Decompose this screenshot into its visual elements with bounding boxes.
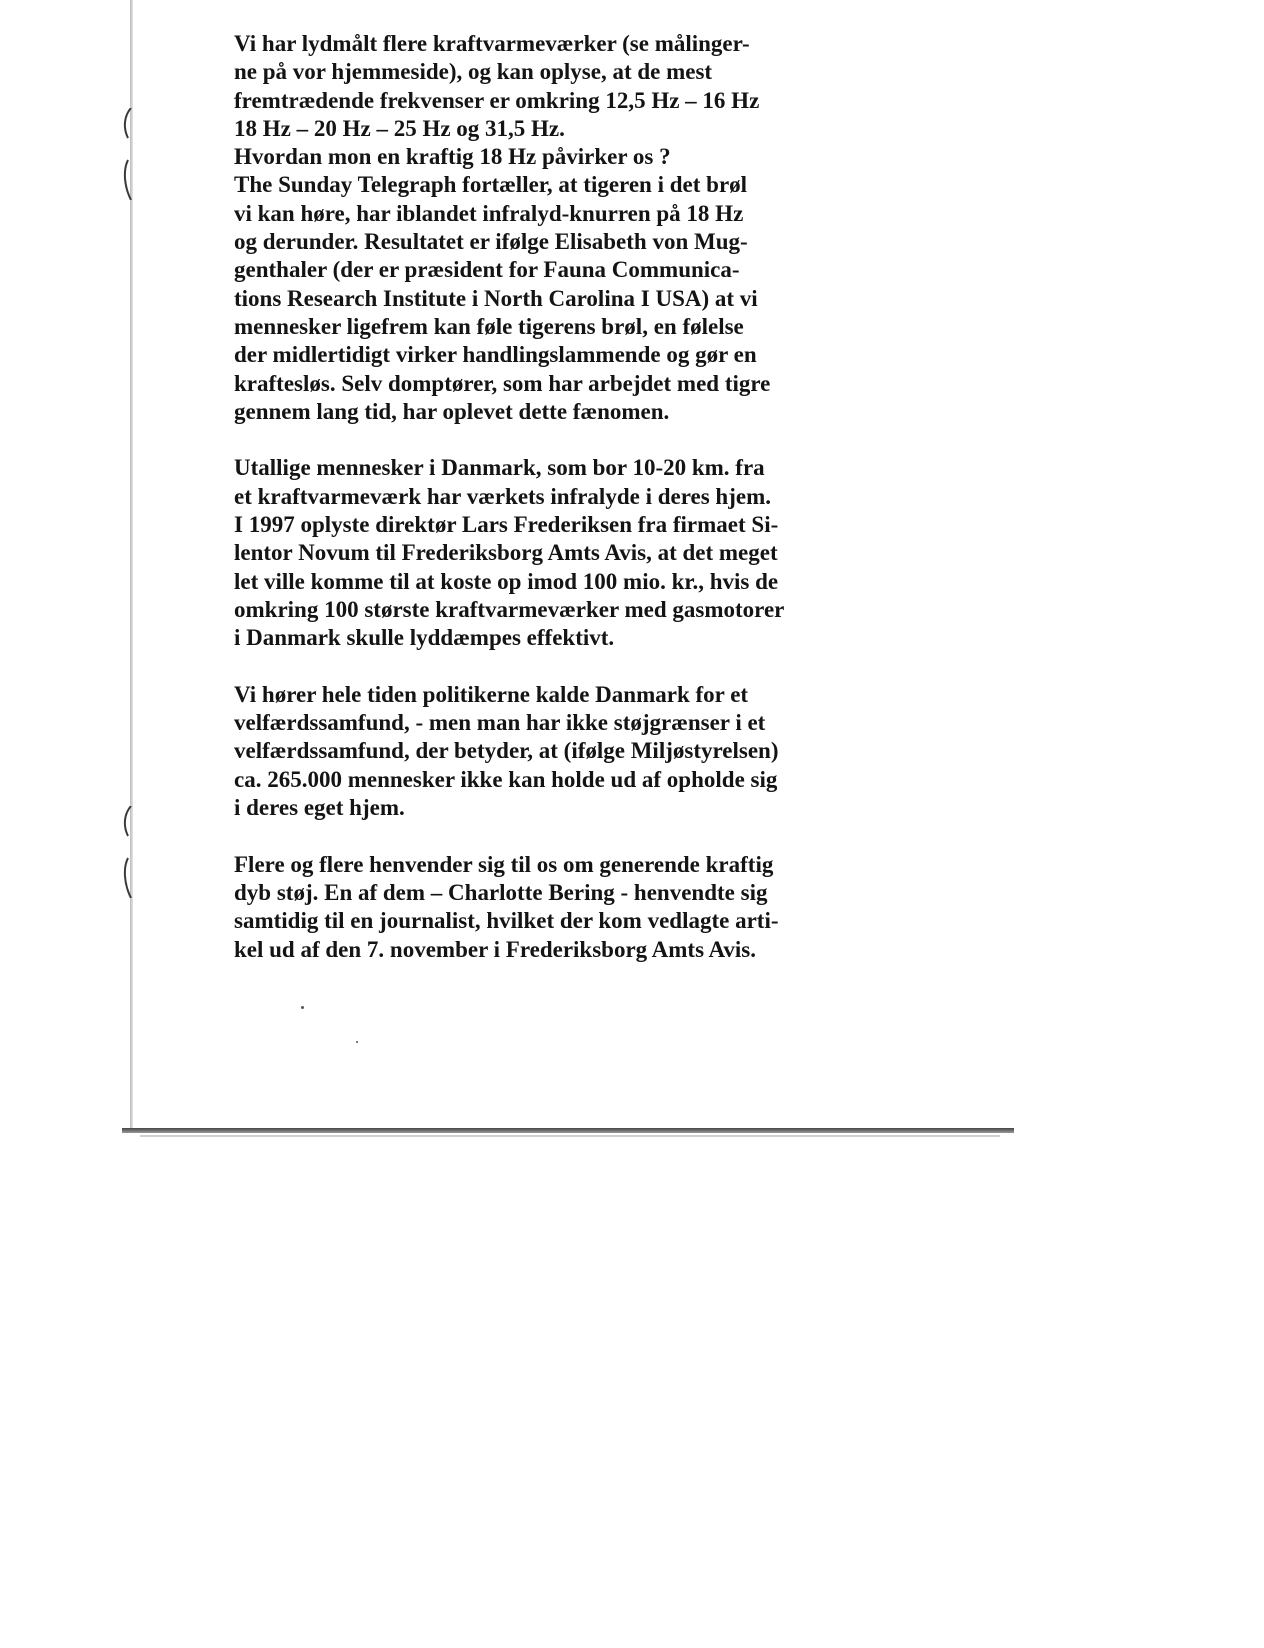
text-line: kraftesløs. Selv domptører, som har arbejdet med tigre <box>234 370 771 396</box>
text-line: vi kan høre, har iblandet infralyd-knurren på 18 Hz <box>234 200 744 226</box>
text-line: Vi har lydmålt flere kraftvarmeværker (se målinger- <box>234 31 750 56</box>
paragraph <box>234 681 854 822</box>
text-line: kel ud af den 7. november i Frederiksborg Amts Avis. <box>234 936 756 962</box>
text-line: tions Research Institute i North Carolina I USA) at vi <box>234 285 758 311</box>
text-line: Utallige mennesker i Danmark, som bor 10-20 km. fra <box>234 455 765 481</box>
text-line: gennem lang tid, har oplevet dette fænomen. <box>234 398 670 424</box>
scan-speck <box>356 1041 358 1043</box>
text-line: mennesker ligefrem kan føle tigerens brøl, en følelse <box>234 313 744 339</box>
text-line: og derunder. Resultatet er ifølge Elisabeth von Mug- <box>234 229 748 255</box>
text-line: i deres eget hjem. <box>234 795 405 821</box>
text-line: ca. 265.000 mennesker ikke kan holde ud af opholde sig <box>234 766 778 792</box>
text-line: samtidig til en journalist, hvilket der kom vedlagte arti- <box>234 908 779 934</box>
staple-mark <box>122 108 134 200</box>
text-line: velfærdssamfund, der betyder, at (ifølge Miljøstyrelsen) <box>234 738 779 764</box>
text-line: The Sunday Telegraph fortæller, at tigeren i det brøl <box>234 172 748 198</box>
document-body <box>234 30 854 992</box>
paragraph <box>234 454 854 652</box>
text-line: ne på vor hjemmeside), og kan oplyse, at de mest <box>234 59 713 85</box>
text-line: genthaler (der er præsident for Fauna Communica- <box>234 257 740 283</box>
text-line: 18 Hz – 20 Hz – 25 Hz og 31,5 Hz. <box>234 115 565 141</box>
text-line: velfærdssamfund, - men man har ikke støjgrænser i et <box>234 710 766 736</box>
text-line: et kraftvarmeværk har værkets infralyde i deres hjem. <box>234 483 771 509</box>
staple-mark <box>122 806 134 898</box>
page-bottom-edge <box>122 1128 1014 1133</box>
text-line: dyb støj. En af dem – Charlotte Bering - henvendte sig <box>234 879 768 905</box>
text-line: fremtrædende frekvenser er omkring 12,5 Hz – 16 Hz <box>234 87 760 113</box>
page-bottom-edge-shadow <box>140 1135 1000 1137</box>
text-line: let ville komme til at koste op imod 100 mio. kr., hvis de <box>234 568 779 594</box>
text-line: lentor Novum til Frederiksborg Amts Avis, at det meget <box>234 540 778 566</box>
text-line: omkring 100 største kraftvarmeværker med gasmotorer <box>234 596 785 622</box>
text-line: I 1997 oplyste direktør Lars Frederiksen fra firmaet Si- <box>234 512 779 538</box>
text-line: Hvordan mon en kraftig 18 Hz påvirker os ? <box>234 144 671 170</box>
text-line: Vi hører hele tiden politikerne kalde Danmark for et <box>234 681 749 707</box>
text-line: der midlertidigt virker handlingslammende og gør en <box>234 342 757 368</box>
text-line: Flere og flere henvender sig til os om generende kraftig <box>234 851 774 877</box>
paragraph <box>234 30 854 426</box>
paragraph <box>234 851 854 964</box>
text-line: i Danmark skulle lyddæmpes effektivt. <box>234 625 615 651</box>
scan-speck <box>301 1006 304 1009</box>
